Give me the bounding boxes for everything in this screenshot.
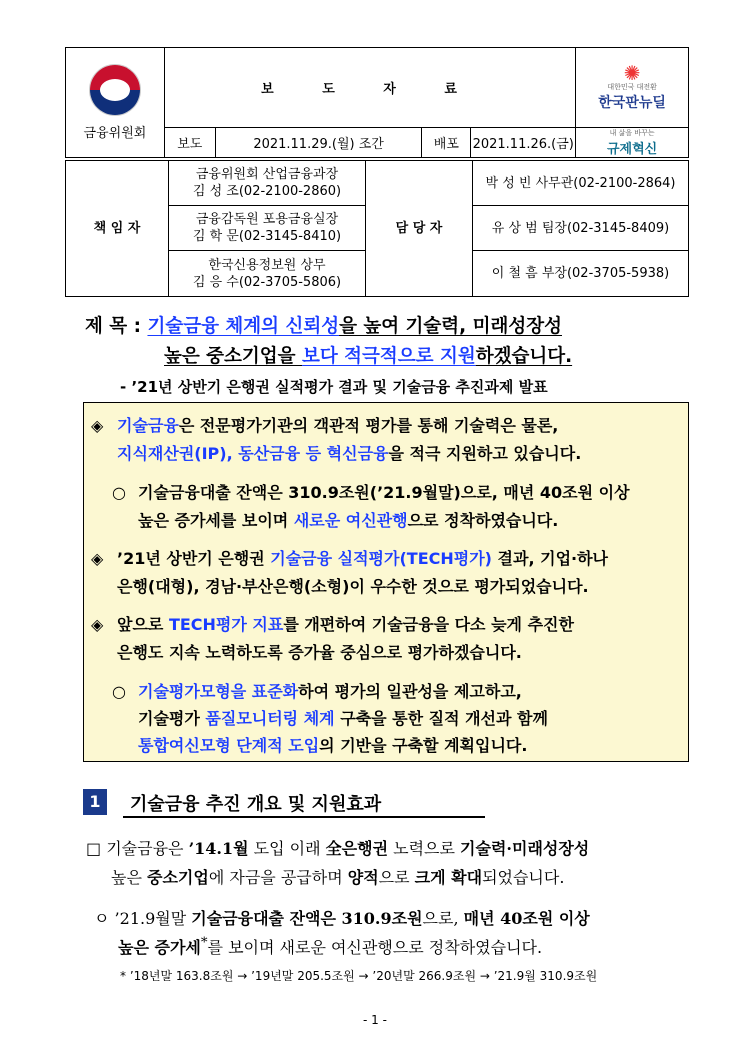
report-label: 보도 — [164, 128, 215, 158]
subject-subtitle: - ’21년 상반기 은행권 실적평가 결과 및 기술금융 추진과제 발표 — [120, 378, 548, 396]
section-number-badge: 1 — [83, 789, 107, 815]
korean-new-deal-logo: ✺ 대한민국 대전환 한국판뉴딜 — [576, 48, 689, 128]
contacts-table — [65, 160, 689, 297]
charge-label: 담 당 자 — [366, 161, 473, 297]
summary-point-2-line-1: ◈ ’21년 상반기 은행권 기술금융 실적평가(TECH평가) 결과, 기업·하나 — [91, 549, 609, 568]
summary-subpoint-1-line-2: 높은 증가세를 보이며 새로운 여신관행으로 정착하였습니다. — [138, 511, 559, 530]
charge-contact: 이 철 흠 부장(02-3705-5938) — [473, 251, 689, 297]
new-deal-burst-icon: ✺ — [623, 60, 641, 85]
diamond-bullet-icon: ◈ — [91, 416, 104, 435]
responsible-contact: 금융위원회 산업금융과장 김 성 조(02-2100-2860) — [169, 161, 366, 206]
subject-line-1: 제 목 : 기술금융 체계의 신뢰성을 높여 기술력, 미래성장성 — [85, 316, 562, 337]
distribution-label: 배포 — [422, 128, 471, 158]
ministry-name: 금융위원회 — [83, 126, 147, 141]
regulatory-innovation-logo: 내 삶을 바꾸는 규제혁신 — [576, 128, 689, 158]
press-header-table — [65, 47, 689, 158]
summary-subpoint-3-line-1: ○ 기술평가모형을 표준화하여 평가의 일관성을 제고하고, — [112, 682, 522, 701]
body-para-2-line-2: 높은 증가세*를 보이며 새로운 여신관행으로 정착하였습니다. — [118, 935, 543, 957]
diamond-bullet-icon: ◈ — [91, 615, 104, 634]
responsible-contact: 금융감독원 포용금융실장 김 학 문(02-3145-8410) — [169, 206, 366, 251]
circle-bullet-icon: ○ — [112, 483, 126, 502]
summary-point-1-line-1: ◈ 기술금융은 전문평가기관의 객관적 평가를 통해 기술력은 물론, — [91, 416, 559, 435]
distribution-date: 2021.11.26.(금) — [471, 128, 576, 158]
charge-contact: 유 상 범 팀장(02-3145-8409) — [473, 206, 689, 251]
section-title: 기술금융 추진 개요 및 지원효과 — [130, 794, 382, 815]
diamond-bullet-icon: ◈ — [91, 549, 104, 568]
ministry-cell — [66, 48, 165, 158]
government-seal-icon — [89, 64, 141, 116]
summary-point-3-line-2: 은행도 지속 노력하도록 증가율 중심으로 평가하겠습니다. — [117, 643, 522, 662]
summary-subpoint-1-line-1: ○ 기술금융대출 잔액은 310.9조원(’21.9월말)으로, 매년 40조원 이상 — [112, 483, 630, 502]
responsible-contact: 한국신용정보원 상무 김 응 수(02-3705-5806) — [169, 251, 366, 297]
charge-contact: 박 성 빈 사무관(02-2100-2864) — [473, 161, 689, 206]
summary-point-3-line-1: ◈ 앞으로 TECH평가 지표를 개편하여 기술금융을 다소 늦게 추진한 — [91, 615, 574, 634]
summary-subpoint-3-line-3: 통합여신모형 단계적 도입의 기반을 구축할 계획입니다. — [138, 736, 528, 755]
summary-point-2-line-2: 은행(대형), 경남·부산은행(소형)이 우수한 것으로 평가되었습니다. — [117, 577, 589, 596]
circle-bullet-icon: ㅇ — [94, 909, 110, 928]
document-title: 보 도 자 료 — [164, 48, 575, 128]
section-underline — [123, 816, 485, 818]
summary-subpoint-3-line-2: 기술평가 품질모니터링 체계 구축을 통한 질적 개선과 함께 — [138, 709, 548, 728]
report-date: 2021.11.29.(월) 조간 — [215, 128, 422, 158]
body-para-1-line-2: 높은 중소기업에 자금을 공급하며 양적으로 크게 확대되었습니다. — [111, 868, 565, 887]
summary-point-1-line-2: 지식재산권(IP), 동산금융 등 혁신금융을 적극 지원하고 있습니다. — [117, 444, 582, 463]
body-para-1-line-1: □ 기술금융은 ’14.1월 도입 이래 全은행권 노력으로 기술력·미래성장성 — [86, 839, 590, 858]
page-number: - 1 - — [363, 1013, 387, 1027]
circle-bullet-icon: ○ — [112, 682, 126, 701]
footnote: * ’18년말 163.8조원 → ’19년말 205.5조원 → ’20년말 266.9조원 → ’21.9월 310.9조원 — [120, 969, 598, 983]
summary-box — [83, 402, 689, 762]
subject-line-2: 높은 중소기업을 보다 적극적으로 지원하겠습니다. — [164, 346, 573, 367]
square-bullet-icon: □ — [86, 839, 102, 858]
body-para-2-line-1: ㅇ ’21.9월말 기술금융대출 잔액은 310.9조원으로, 매년 40조원 이상 — [94, 909, 590, 928]
responsible-label: 책 임 자 — [66, 161, 169, 297]
